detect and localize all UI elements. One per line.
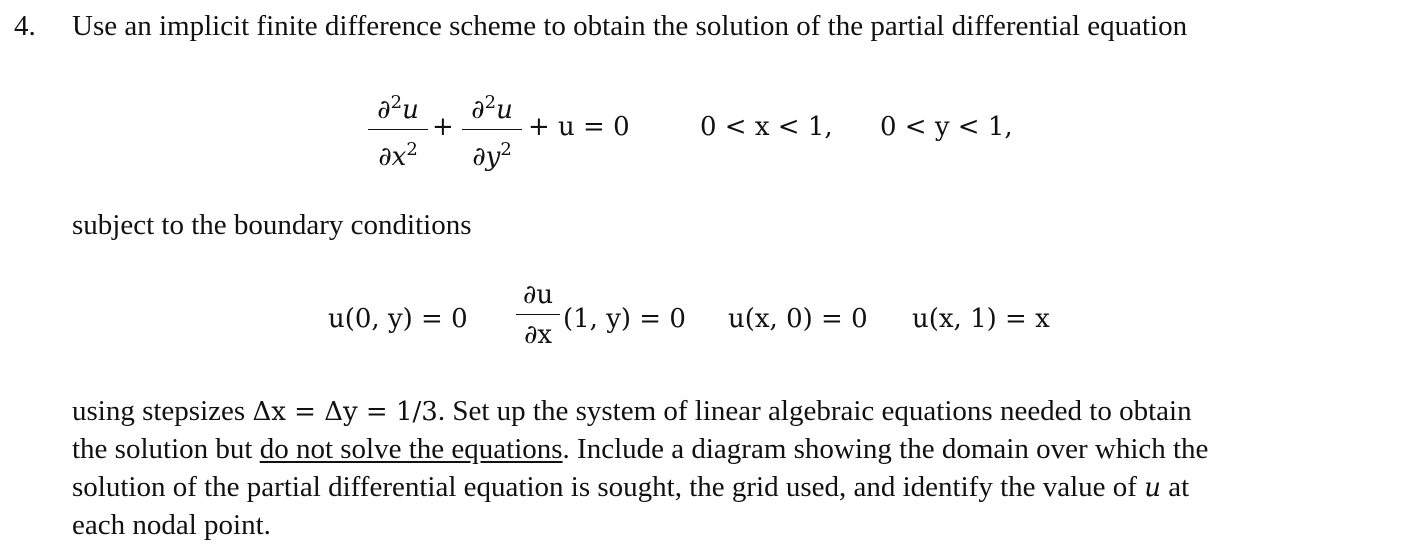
pde-term-d2u-dy2: ∂$^2$u $\partial y^2$ xyxy=(462,86,522,174)
problem-number: 4. xyxy=(14,10,36,42)
pde-tail: + u = 0 xyxy=(528,112,630,142)
final-line-2: the solution but do not solve the equations. Include a diagram showing the domain over which the xyxy=(72,433,1209,465)
pde-plus: + xyxy=(432,112,454,142)
domain-x: 0 < x < 1, xyxy=(700,112,833,142)
pde-term-d2u-dx2: ∂$^2$u $\partial x^2$ xyxy=(368,86,428,174)
bc-bottom: u(x, 0) = 0 xyxy=(728,304,868,334)
problem-intro: Use an implicit finite difference scheme to obtain the solution of the partial differential equation xyxy=(72,10,1188,42)
bc-top: u(x, 1) = x xyxy=(912,304,1050,334)
bc-derivative-fraction: ∂u ∂x xyxy=(516,278,560,352)
final-line-1: using stepsizes Δx = Δy = 1/3. Set up the system of linear algebraic equations needed to obtain xyxy=(72,395,1192,427)
emphasis-do-not-solve: do not solve the equations xyxy=(259,433,563,465)
domain-y: 0 < y < 1, xyxy=(880,112,1013,142)
subject-text: subject to the boundary conditions xyxy=(72,209,472,241)
bc-right-tail: (1, y) = 0 xyxy=(563,304,686,334)
bc-left: u(0, y) = 0 xyxy=(328,304,468,334)
final-line-4: each nodal point. xyxy=(72,509,271,541)
final-line-3: solution of the partial differential equation is sought, the grid used, and identify the value of u at xyxy=(72,471,1190,503)
